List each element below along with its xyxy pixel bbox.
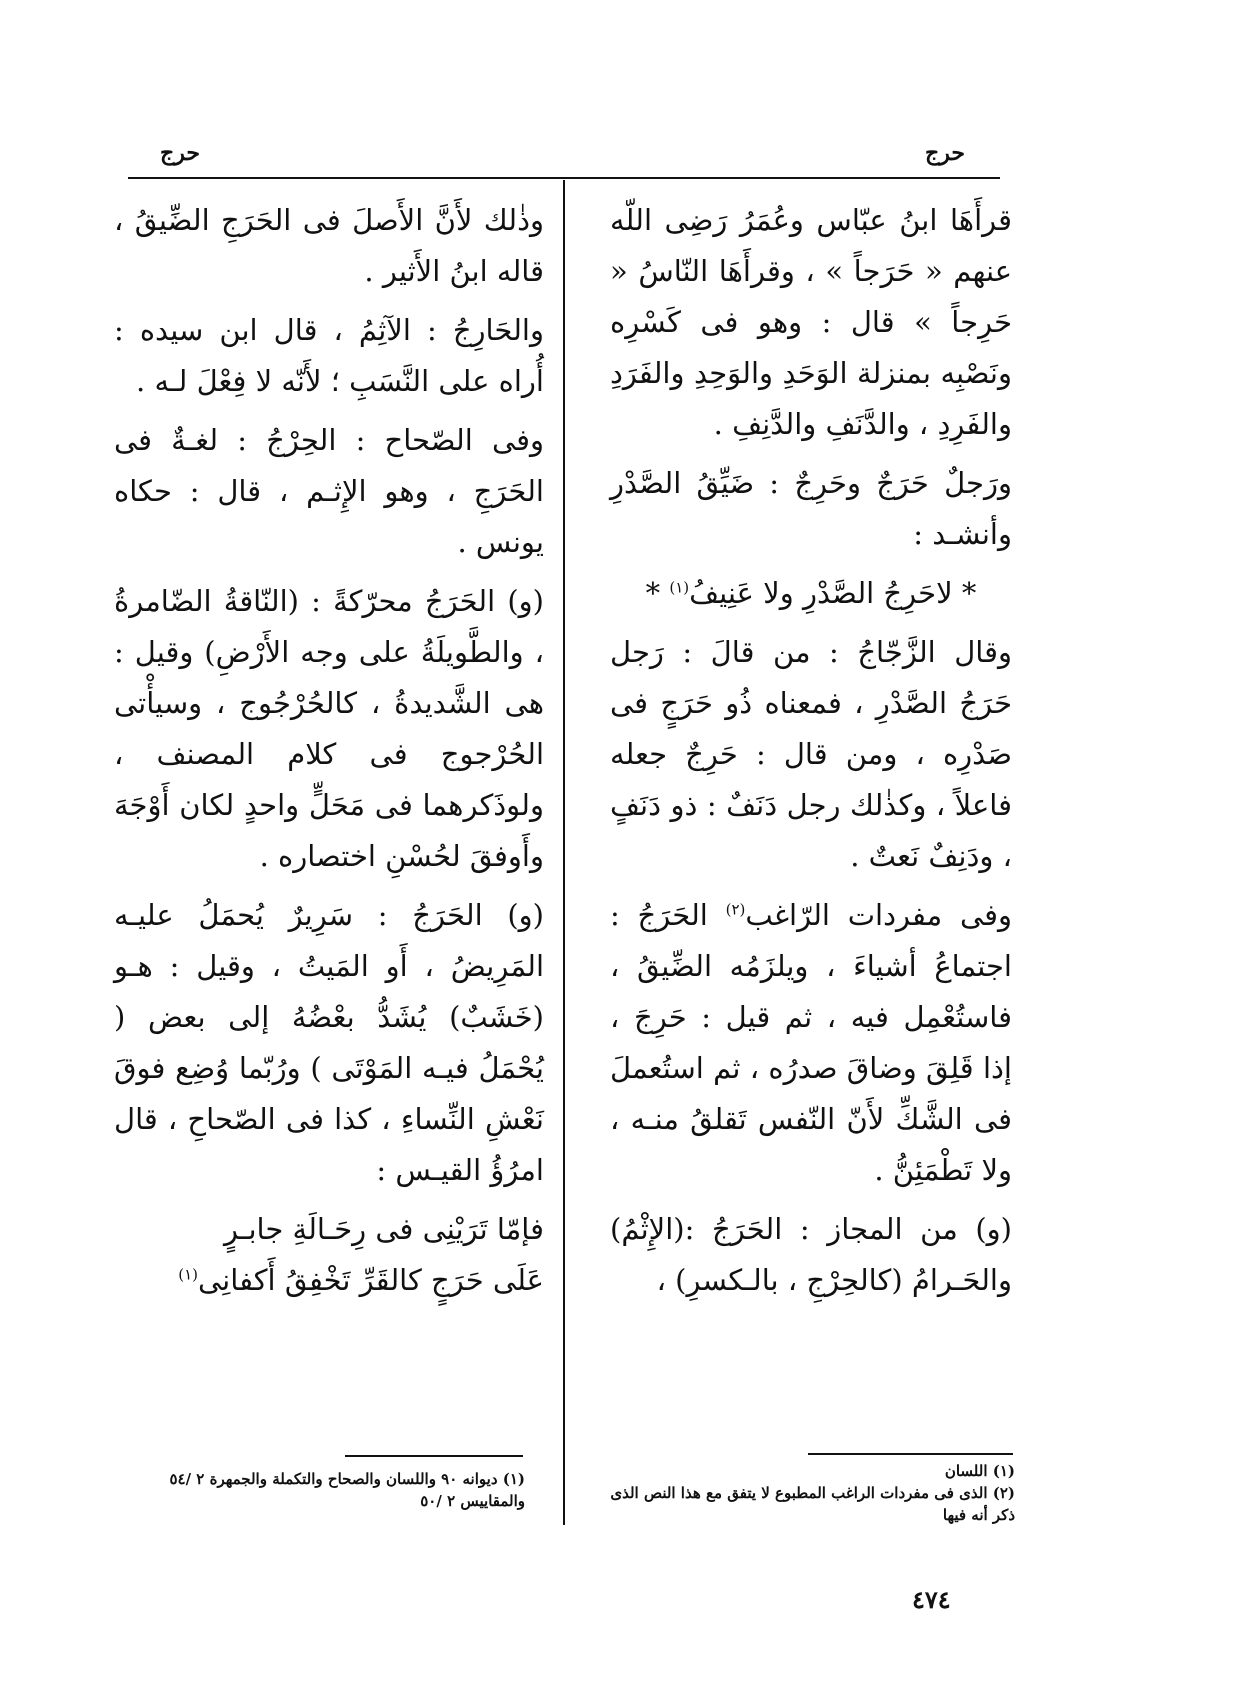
- footnote-rule: [808, 1453, 1013, 1455]
- right-column: [610, 195, 1012, 1306]
- left-column: [114, 195, 544, 1306]
- paragraph: والحَارِجُ : الآثِمُ ، قال ابن سيده : أُراه على النَّسَبِ ؛ لأَنّه لا فِعْلَ لـه .: [114, 313, 544, 398]
- footnotes-right: [600, 1460, 1015, 1526]
- paragraph: وفى مفردات الرّاغب$^{(٢)}$ الحَرَجُ : اجتماعُ أشياءَ ، ويلزَمُه الضِّيقُ ، فاستُعْمِل فيه ، ثم قيل : حَرِجَ ، إذا قَلِقَ وضاقَ صدرُه ، ثم استُعملَ فى الشَّكِّ لأَنّ النّفس تَقلقُ منـه ، ولا تَطْمَئِنُّ .: [610, 898, 1012, 1187]
- header-rule: [128, 177, 1000, 179]
- running-header-right: حرج: [925, 140, 965, 166]
- verse-line: عَلَى حَرَجٍ كالقَرِّ تَخْفِقُ أَكفانِى$^{(١)}$: [178, 1263, 544, 1297]
- paragraph: وفى الصّحاح : الحِرْجُ : لغـةٌ فى الحَرَجِ ، وهو الإِثـم ، قال : حكاه يونس .: [114, 423, 544, 559]
- footnote-ref: (١): [178, 1265, 198, 1284]
- footnote: (١) ديوانه ٩٠ واللسان والصحاح والتكملة والجمهرة ٢ /٥٤ والمقاييس ٢ /٥٠: [169, 1470, 525, 1510]
- verse-line: * لاحَرِجُ الصَّدْرِ ولا عَنِيفُ$^{(١)}$ *: [645, 576, 977, 610]
- footnote-ref: (١): [669, 578, 690, 597]
- footnotes-left: [105, 1468, 525, 1512]
- paragraph: (و) الحَرَجُ محرّكةً : (النّاقةُ الضّامرةُ ، والطَّويلَةُ على وجه الأَرْضِ) وقيل : هى الشَّديدةُ ، كالحُرْجُوج ، وسيأْتى الحُرْجوج فى كلام المصنف ، ولوذَكرهما فى مَحَلٍّ واحدٍ لكان أَوْجَهَ وأَوفقَ لحُسْنِ اختصاره .: [114, 584, 544, 873]
- paragraph: وذٰلك لأَنَّ الأَصلَ فى الحَرَجِ الضِّيقُ ، قاله ابنُ الأَثير .: [114, 203, 544, 288]
- footnote-ref: (٢): [725, 900, 746, 919]
- running-header-left: حرج: [160, 140, 200, 166]
- paragraph: (و) من المجاز : الحَرَجُ :(الإِثْمُ) والحَـرامُ (كالحِرْجِ ، بالـكسرِ) ،: [610, 1212, 1012, 1297]
- paragraph: وقال الزَّجّاجُ : من قالَ : رَجل حَرَجُ الصَّدْرِ ، فمعناه ذُو حَرَجٍ فى صَدْرِه ، ومن قال : حَرِجٌ جعله فاعلاً ، وكذٰلك رجل دَنَفٌ : ذو دَنَفٍ ، ودَنِفٌ نَعتٌ .: [610, 635, 1012, 873]
- paragraph: (و) الحَرَجُ : سَرِيرٌ يُحمَلُ عليـه المَرِيضُ ، أَو المَيتُ ، وقيل : هـو (خَشَبٌ) يُشَدُّ بعْضُهُ إلى بعض ( يُحْمَلُ فيـه المَوْتَى ) ورُبّما وُضِع فوقَ نَعْشِ النِّساءِ ، كذا فى الصّحاحِ ، قال امرُؤُ القيـس :: [114, 898, 544, 1187]
- column-divider: [563, 180, 565, 1525]
- footnote: (٢) الذى فى مفردات الراغب المطبوع لا يتفق مع هذا النص الذى ذكر أنه فيها: [610, 1484, 1015, 1524]
- verse-line: فإمّا تَرَيْنِى فى رِحَـالَةِ جابـرٍ: [223, 1212, 544, 1246]
- paragraph: ورَجلٌ حَرَجٌ وحَرِجٌ : ضَيِّقُ الصَّدْرِ وأنشـد :: [610, 466, 1012, 551]
- page-number: ٤٧٤: [912, 1585, 951, 1614]
- footnote-rule: [345, 1455, 523, 1457]
- paragraph: قرأَهَا ابنُ عبّاس وعُمَرُ رَضِى اللّه عنهم « حَرَجاً » ، وقرأَهَا النّاسُ « حَرِجاً » قال : وهو فى كَسْرِه ونَصْبِه بمنزلة الوَحَدِ والوَحِدِ والفَرَدِ والفَرِدِ ، والدَّنَفِ والدَّنِفِ .: [610, 203, 1012, 441]
- footnote: (١) اللسان: [944, 1462, 1015, 1480]
